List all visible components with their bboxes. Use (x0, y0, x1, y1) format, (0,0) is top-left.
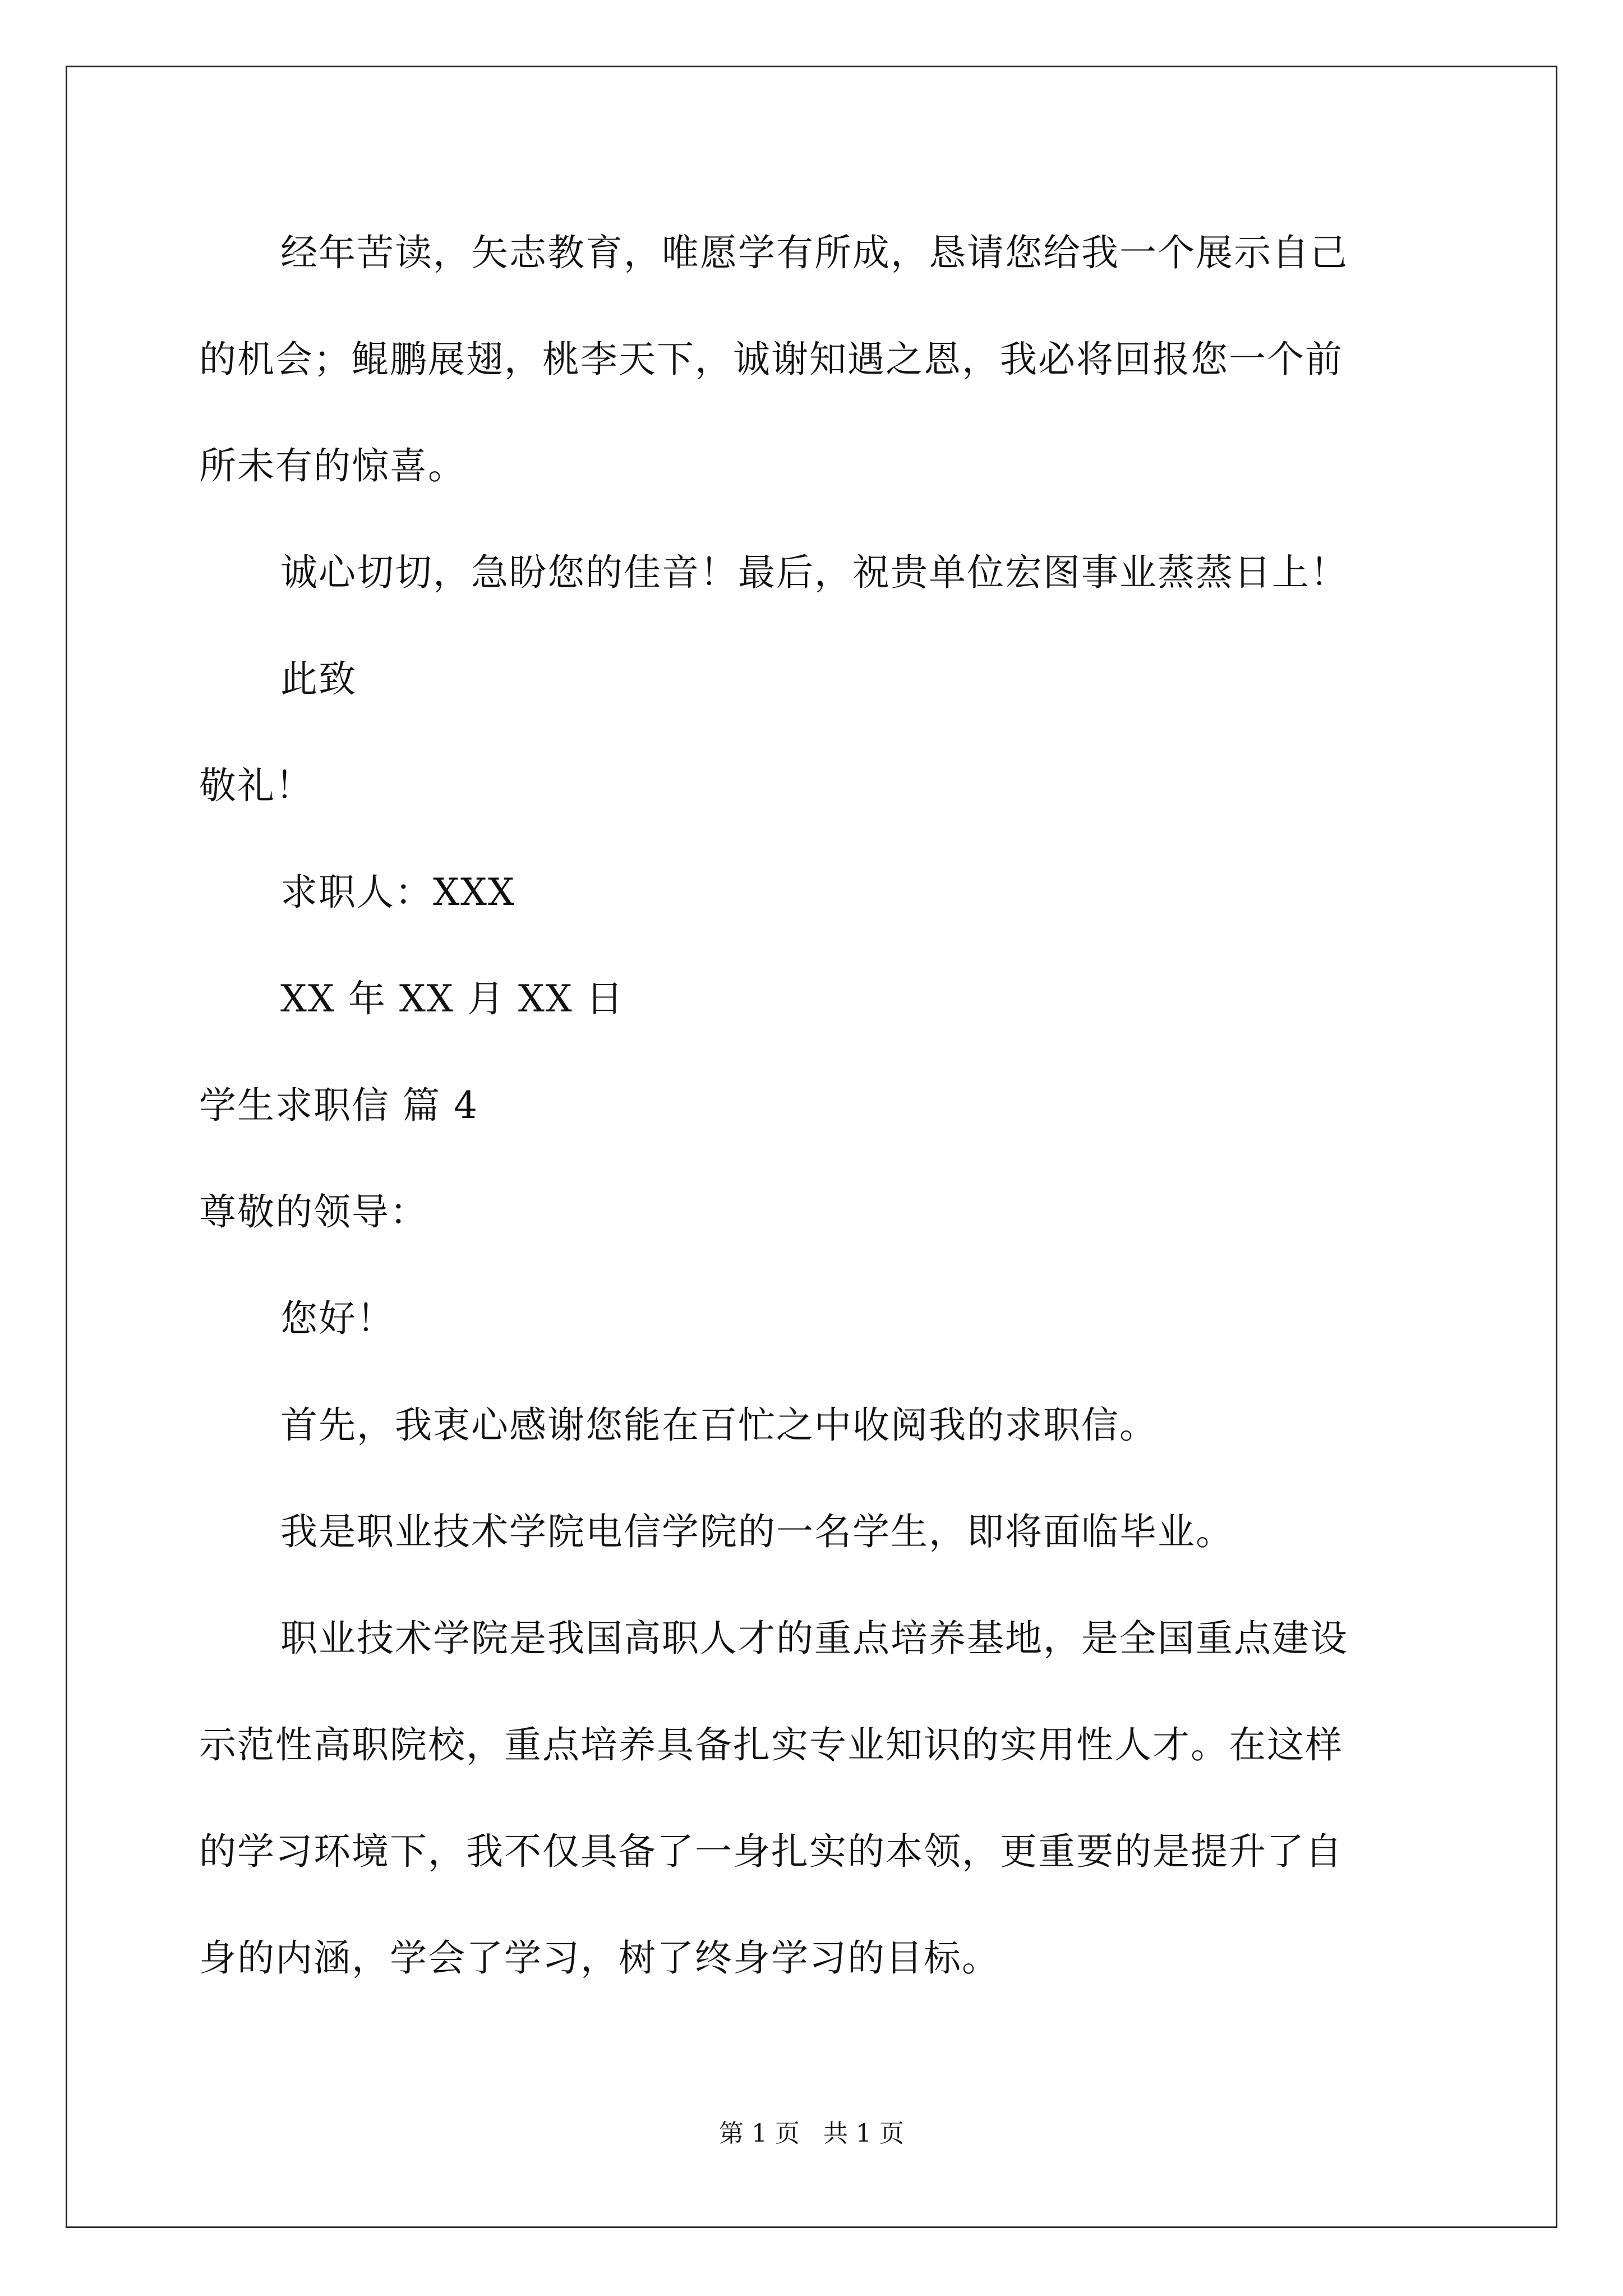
applicant-name: 求职人：XXX (280, 871, 515, 914)
paragraph-line: 职业技术学院是我国高职人才的重点培养基地，是全国重点建设 (280, 1617, 1348, 1660)
salutation-closing: 敬礼！ (199, 764, 313, 807)
paragraph-line: 诚心切切，急盼您的佳音！最后，祝贵单位宏图事业蒸蒸日上！ (280, 551, 1348, 594)
paragraph-line: 示范性高职院校，重点培养具备扎实专业知识的实用性人才。在这样 (199, 1723, 1343, 1766)
paragraph-line: 的学习环境下，我不仅具备了一身扎实的本领，更重要的是提升了自 (199, 1830, 1343, 1873)
paragraph-line: 经年苦读，矢志教育，唯愿学有所成，恳请您给我一个展示自己 (280, 231, 1348, 274)
paragraph-line: 所未有的惊喜。 (199, 444, 466, 487)
greeting: 您好！ (280, 1297, 395, 1340)
letter-date: XX 年 XX 月 XX 日 (280, 977, 624, 1020)
paragraph-line: 我是职业技术学院电信学院的一名学生，即将面临毕业。 (280, 1510, 1234, 1553)
paragraph-line: 身的内涵，学会了学习，树了终身学习的目标。 (199, 1936, 1000, 1980)
paragraph-line: 首先，我衷心感谢您能在百忙之中收阅我的求职信。 (280, 1404, 1158, 1447)
section-heading: 学生求职信 篇 4 (199, 1084, 478, 1127)
greeting-addressee: 尊敬的领导： (199, 1190, 428, 1234)
paragraph-line: 的机会；鲲鹏展翅，桃李天下，诚谢知遇之恩，我必将回报您一个前 (199, 338, 1343, 381)
closing-phrase: 此致 (280, 657, 357, 701)
page-number-footer: 第 1 页 共 1 页 (719, 2119, 904, 2148)
page-border (66, 66, 1557, 2228)
